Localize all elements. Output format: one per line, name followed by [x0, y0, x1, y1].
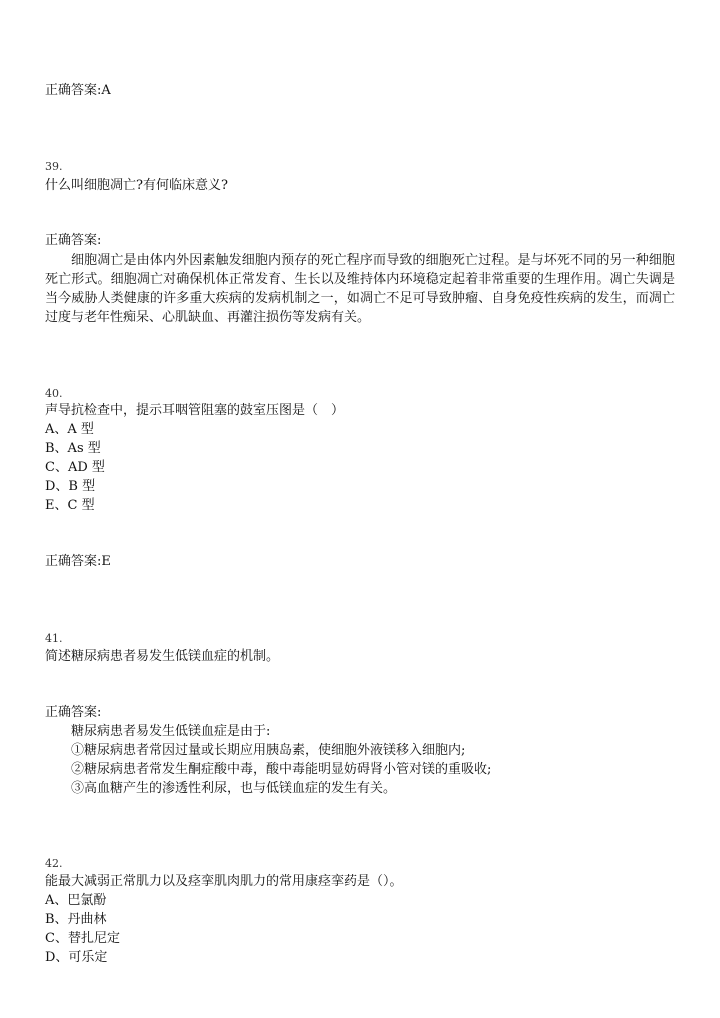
- question-text-40: 声导抗检查中，提示耳咽管阻塞的鼓室压图是（ ）: [45, 403, 345, 418]
- option-42-c: C、替扎尼定: [45, 931, 120, 946]
- question-number-41: 41.: [45, 632, 63, 645]
- question-number-39: 39.: [45, 160, 63, 173]
- answer-text-39: 细胞凋亡是由体内外因素触发细胞内预存的死亡程序而导致的细胞死亡过程。是与坏死不同的另一种细胞死亡形式。细胞凋亡对确保机体正常发育、生长以及维持体内环境稳定起着非常重要的生理作用。凋亡失调是当今威胁人类健康的许多重大疾病的发病机制之一，如凋亡不足可导致肿瘤、自身免疫性疾病的发生，而凋亡过度与老年性痴呆、心肌缺血、再灌注损伤等发病有关。: [45, 253, 675, 325]
- answer-line-41-3: ②糖尿病患者常发生酮症酸中毒，酸中毒能明显妨碍肾小管对镁的重吸收;: [71, 762, 492, 777]
- option-40-c: C、AD 型: [45, 460, 105, 475]
- question-number-40: 40.: [45, 387, 63, 400]
- option-40-d: D、B 型: [45, 479, 96, 494]
- question-text-41: 简述糖尿病患者易发生低镁血症的机制。: [45, 649, 280, 664]
- question-text-39: 什么叫细胞凋亡?有何临床意义?: [45, 178, 228, 193]
- question-number-42: 42.: [45, 857, 63, 870]
- answer-line-41-1: 糖尿病患者易发生低镁血症是由于:: [71, 724, 271, 739]
- answer-line-41-4: ③高血糖产生的渗透性利尿，也与低镁血症的发生有关。: [71, 781, 397, 796]
- option-42-a: A、巴氯酚: [45, 893, 107, 908]
- answer-40: 正确答案:E: [45, 554, 111, 569]
- question-text-42: 能最大减弱正常肌力以及痉挛肌肉肌力的常用康痉挛药是（）。: [45, 874, 403, 889]
- answer-line-41-2: ①糖尿病患者常因过量或长期应用胰岛素，使细胞外液镁移入细胞内;: [71, 743, 466, 758]
- answer-label-41: 正确答案:: [45, 705, 102, 720]
- option-40-e: E、C 型: [45, 498, 95, 513]
- answer-38: 正确答案:A: [45, 83, 111, 98]
- option-40-b: B、As 型: [45, 441, 101, 456]
- option-40-a: A、A 型: [45, 422, 94, 437]
- answer-label-39: 正确答案:: [45, 233, 102, 248]
- option-42-b: B、丹曲林: [45, 912, 107, 927]
- option-42-d: D、可乐定: [45, 950, 108, 965]
